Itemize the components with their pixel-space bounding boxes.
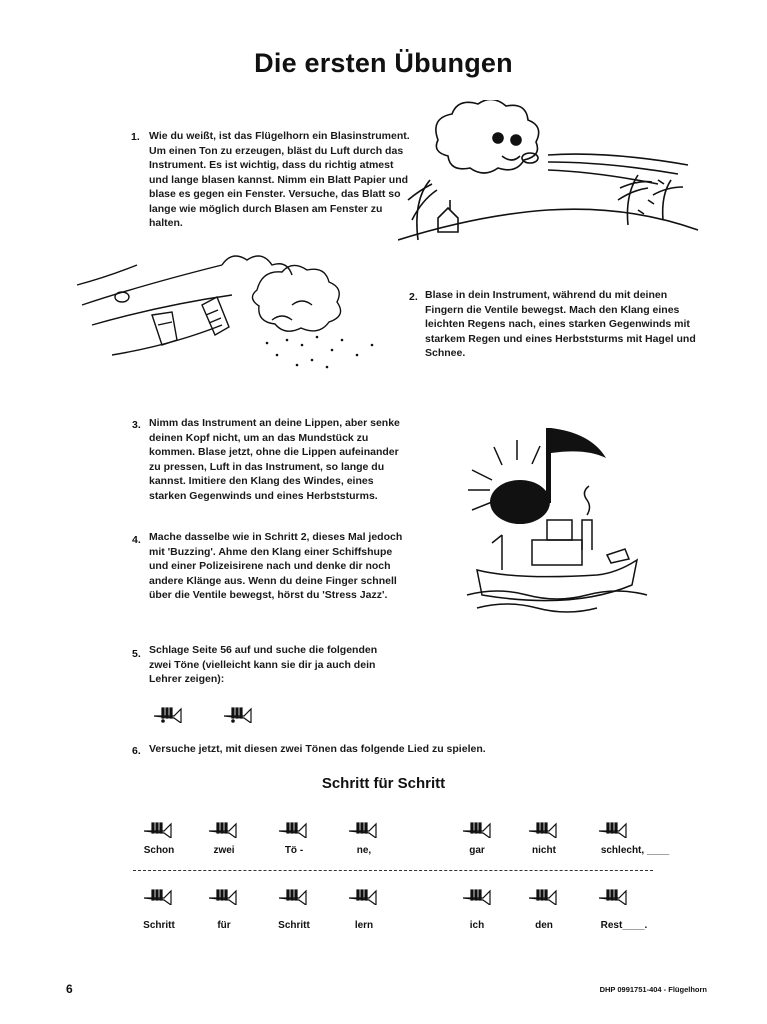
cloud-wind-illustration xyxy=(398,100,703,245)
step-5-number: 5. xyxy=(132,648,141,660)
flugelhorn-icon xyxy=(348,820,378,838)
flugelhorn-icon xyxy=(208,820,238,838)
lyric-word: Schon xyxy=(143,845,175,856)
flugelhorn-icon xyxy=(348,887,378,905)
flugelhorn-icon xyxy=(528,820,558,838)
step-3-number: 3. xyxy=(132,419,141,431)
flugelhorn-icon xyxy=(462,887,492,905)
flugelhorn-icon xyxy=(598,887,628,905)
flugelhorn-icon xyxy=(598,820,628,838)
flugelhorn-icon xyxy=(143,820,173,838)
ship-music-note-illustration xyxy=(462,420,662,620)
lyric-word: für xyxy=(217,920,231,931)
flugelhorn-icon xyxy=(462,820,492,838)
footer-catalog-text: DHP 0991751-404 - Flügelhorn xyxy=(599,985,707,994)
lyric-word: Schritt xyxy=(278,920,310,931)
page-title: Die ersten Übungen xyxy=(254,48,513,78)
step-1-number: 1. xyxy=(131,131,140,143)
step-4-text: Mache dasselbe wie in Schritt 2, dieses Mal jedoch mit 'Buzzing'. Ahme den Klang einer Schiffshupe und einer Polizeisirene nach und denke dir noch andere Klänge aus. Wenn du deine Finger schnell über die Ventile bewegst, hörst du 'Stress Jazz'. xyxy=(149,531,403,601)
step-3-text: Nimm das Instrument an deine Lippen, aber senke deinen Kopf nicht, um an das Mundstück zu kommen. Blase jetzt, ohne die Lippen aufeinander zu pressen, Luft in das Instrument, so lange du kannst. Imitiere den Klang des Windes, eines starken Gegenwinds und eines Herbststurms. xyxy=(149,417,400,502)
storm-illustration xyxy=(72,245,402,385)
flugelhorn-icon xyxy=(143,887,173,905)
page-number: 6 xyxy=(66,982,73,996)
lyric-word: ne, xyxy=(356,845,372,856)
flugelhorn-icon xyxy=(153,705,183,723)
lyric-word: Schritt xyxy=(143,920,175,931)
step-1-text: Wie du weißt, ist das Flügelhorn ein Blasinstrument. Um einen Ton zu erzeugen, bläst du Luft durch das Instrument. Es ist wichtig, dass du richtig atmest und lange blasen kannst. Nimm ein Blatt Papier und blase es gegen ein Fenster. Versuche, das Blatt so lange wie möglich durch Blasen am Fenster zu halten. xyxy=(149,130,410,229)
step-5-text: Schlage Seite 56 auf und suche die folgenden zwei Töne (vielleicht kann sie dir ja auch dein Lehrer zeigen): xyxy=(149,644,378,685)
lyric-word: lern xyxy=(354,920,374,931)
lyric-word: Tö - xyxy=(284,845,304,856)
step-4-number: 4. xyxy=(132,534,141,546)
lyric-word: Rest____. xyxy=(600,920,648,931)
lyric-word: nicht xyxy=(532,845,556,856)
lyric-word: ich xyxy=(469,920,485,931)
flugelhorn-icon xyxy=(223,705,253,723)
lyric-word: den xyxy=(535,920,553,931)
step-6-text: Versuche jetzt, mit diesen zwei Tönen das folgende Lied zu spielen. xyxy=(149,743,486,755)
flugelhorn-icon xyxy=(528,887,558,905)
step-2-number: 2. xyxy=(409,291,418,303)
step-6-number: 6. xyxy=(132,745,141,757)
flugelhorn-icon xyxy=(278,887,308,905)
lyric-word: zwei xyxy=(213,845,235,856)
song-title: Schritt für Schritt xyxy=(321,775,446,792)
lyric-word: schlecht, ____ xyxy=(600,845,670,856)
divider-line xyxy=(133,870,653,871)
step-2-text: Blase in dein Instrument, während du mit deinen Fingern die Ventile bewegst. Mach den Klang eines leichten Regens nach, eines starken Gegenwinds mit starkem Regen und eines Herbststurms mit Hagel und Schnee. xyxy=(425,289,696,359)
lyric-word: gar xyxy=(469,845,485,856)
flugelhorn-icon xyxy=(208,887,238,905)
flugelhorn-icon xyxy=(278,820,308,838)
